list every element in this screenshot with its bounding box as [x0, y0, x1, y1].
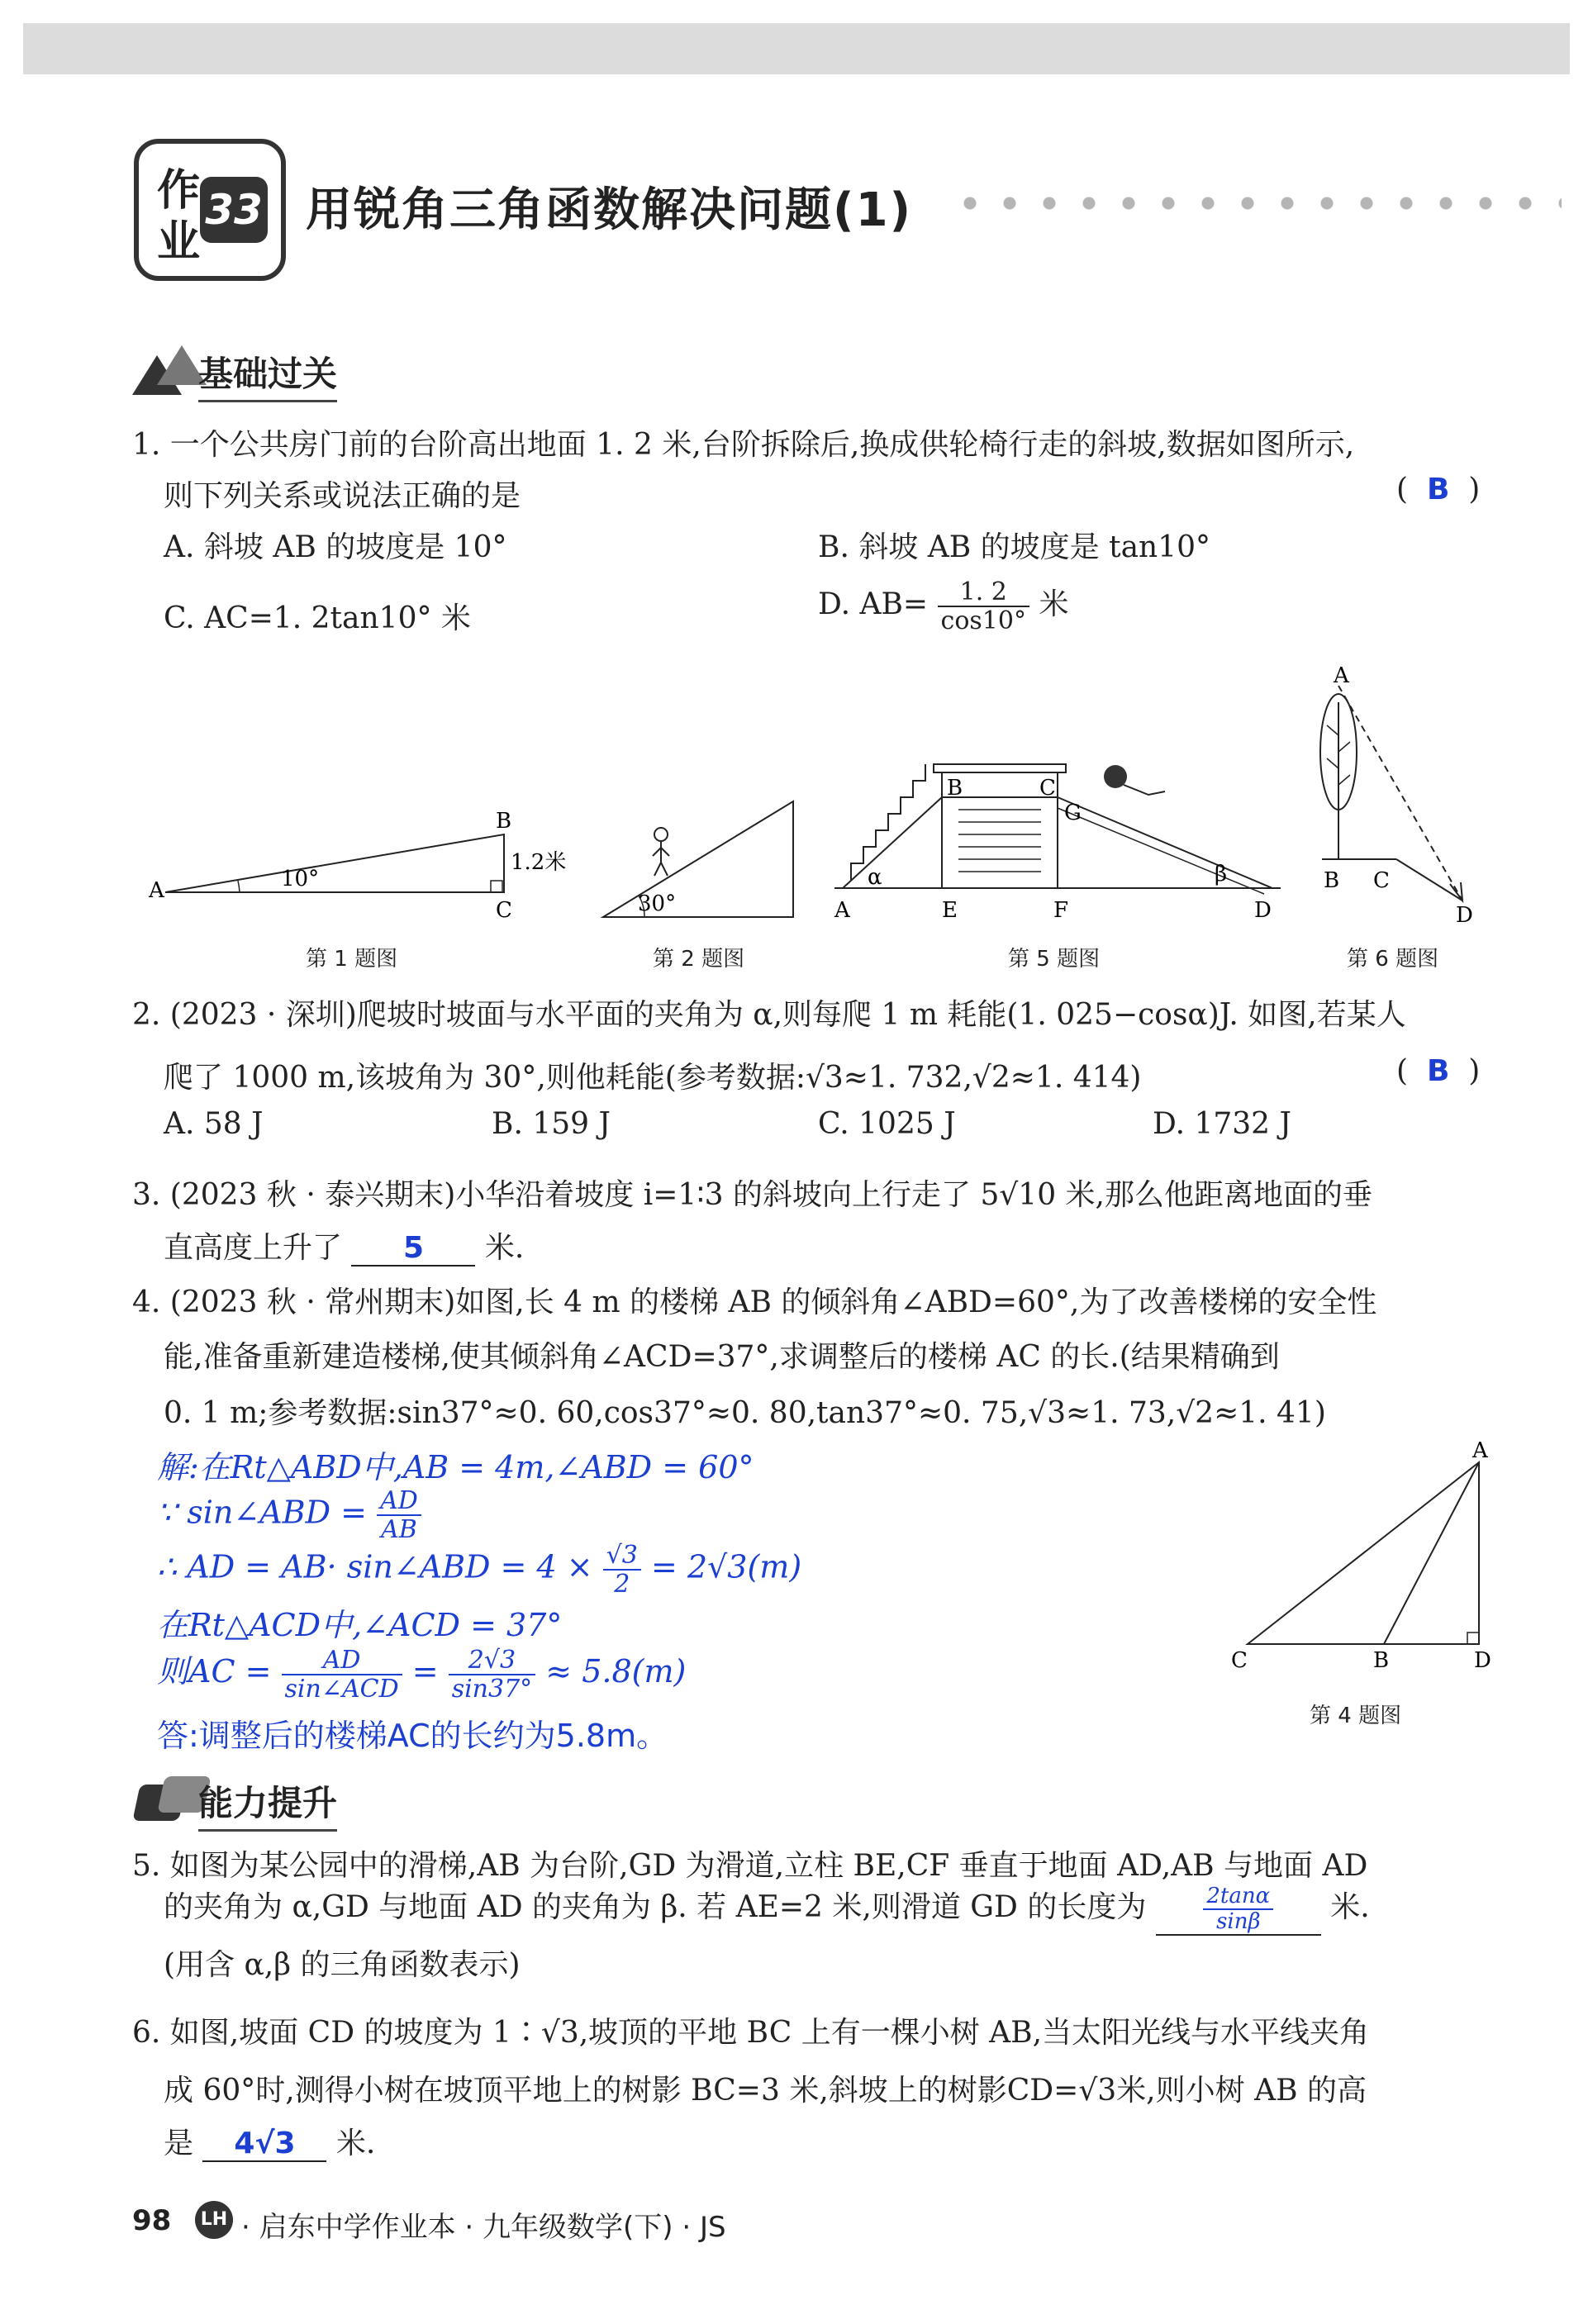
q5-line3: (用含 α,β 的三角函数表示) — [164, 1948, 521, 1982]
q1-line1: 1. 一个公共房门前的台阶高出地面 1. 2 米,台阶拆除后,换成供轮椅行走的斜坡,数据如图所示, — [132, 428, 1355, 462]
frac-num: AD — [377, 1487, 421, 1516]
publisher-logo: LH — [195, 2201, 233, 2239]
fig5-label-e: E — [942, 898, 958, 923]
fig4-label-a: A — [1472, 1438, 1488, 1463]
q6-line2: 成 60°时,测得小树在坡顶平地上的树影 BC=3 米,斜坡上的树影CD=√3米,则小树 AB 的高 — [164, 2074, 1367, 2108]
q5-answer-blank — [1156, 1884, 1321, 1935]
q6-answer-blank: 4√3 — [202, 2127, 326, 2162]
sol5-suffix: ≈ 5.8(m) — [545, 1653, 687, 1690]
q6-line1: 6. 如图,坡面 CD 的坡度为 1∶√3,坡顶的平地 BC 上有一棵小树 AB,当太阳光线与水平线夹角 — [132, 2016, 1370, 2050]
q5-line2-prefix: 的夹角为 α,GD 与地面 AD 的夹角为 β. 若 AE=2 米,则滑道 GD 的长度为 — [164, 1890, 1147, 1924]
fig1-caption: 第 1 题图 — [306, 947, 398, 972]
q4-line2: 能,准备重新建造楼梯,使其倾斜角∠ACD=37°,求调整后的楼梯 AC 的长.(结果精确到 — [164, 1340, 1280, 1374]
frac-num: 1. 2 — [938, 578, 1029, 607]
fig6-cd — [1396, 859, 1462, 901]
sol2-fraction — [377, 1487, 421, 1543]
section-heading-advanced: 能力提升 — [198, 1776, 337, 1832]
fig5-child-body — [1124, 785, 1165, 795]
fig5-rail — [934, 764, 1066, 772]
fig5-caption: 第 5 题图 — [1008, 947, 1101, 972]
sol5-fraction-1 — [282, 1647, 402, 1703]
sol2-prefix: ∵ sin∠ABD = — [157, 1494, 367, 1531]
figure-5 — [834, 752, 1297, 925]
frac-den: sin∠ACD — [284, 1674, 399, 1704]
q1-option-d — [818, 578, 1068, 634]
frac-num: 2tanα — [1203, 1884, 1273, 1910]
q2-option-d: D. 1732 J — [1153, 1107, 1291, 1141]
badge-top-char: 作 — [157, 166, 201, 216]
fig1-angle-arc — [238, 881, 240, 892]
q6-line3-prefix: 是 — [164, 2127, 194, 2160]
sol5-fraction-2 — [449, 1647, 536, 1703]
fig5-label-d: D — [1254, 898, 1272, 923]
fig2-caption: 第 2 题图 — [653, 947, 745, 972]
q4-line3: 0. 1 m;参考数据:sin37°≈0. 60,cos37°≈0. 80,tan37°≈0. 75,√3≈1. 73,√2≈1. 41) — [164, 1396, 1326, 1430]
sol3-suffix: = 2√3(m) — [650, 1548, 802, 1585]
q1-option-d-prefix: D. AB= — [818, 587, 929, 621]
q1-option-b: B. 斜坡 AB 的坡度是 tan10° — [818, 530, 1211, 564]
q2-answer: B — [1426, 1054, 1450, 1088]
frac-den: cos10° — [940, 606, 1026, 635]
page-title: 用锐角三角函数解决问题(1) — [306, 183, 913, 237]
q6-line3-suffix: 米. — [335, 2127, 376, 2160]
footer-text: · 启东中学作业本 · 九年级数学(下) · JS — [241, 2211, 726, 2244]
fig2-person-head — [654, 828, 668, 841]
q4-solution-answer: 答:调整后的楼梯AC的长约为5.8m。 — [157, 1718, 668, 1754]
badge-number: 33 — [200, 177, 268, 243]
homework-badge — [134, 139, 286, 281]
q3-answer-blank: 5 — [351, 1231, 475, 1267]
fig5-steps-ab — [843, 797, 942, 888]
fig5-beta: β — [1215, 862, 1228, 886]
q4-solution-line1: 解:在Rt△ABD中,AB = 4m,∠ABD = 60° — [157, 1449, 754, 1485]
sol3-prefix: ∴ AD = AB· sin∠ABD = 4 × — [157, 1548, 593, 1585]
fig4-label-b: B — [1373, 1648, 1390, 1673]
q1-answer-bracket: ( B ) — [1396, 473, 1481, 506]
sol5-equals: = — [411, 1653, 439, 1690]
q1-option-d-fraction — [938, 578, 1029, 634]
fig5-slide-edge — [1058, 808, 1264, 894]
fig5-label-c: C — [1039, 776, 1056, 801]
fig6-label-c: C — [1373, 868, 1390, 893]
q4-solution-line5 — [157, 1646, 686, 1703]
page-number: 98 — [132, 2204, 172, 2237]
fig6-caption: 第 6 题图 — [1347, 947, 1439, 972]
frac-num: √3 — [603, 1542, 641, 1571]
title-dot-divider — [950, 195, 1562, 211]
q6-line3 — [164, 2120, 375, 2162]
fig1-angle: 10° — [281, 867, 320, 891]
q1-answer: B — [1426, 473, 1450, 506]
q1-option-c: C. AC=1. 2tan10° 米 — [164, 601, 471, 635]
fig2-triangle — [603, 801, 793, 917]
q2-option-a: A. 58 J — [164, 1107, 264, 1141]
fig5-label-g: G — [1064, 801, 1082, 825]
fig6-label-a: A — [1334, 663, 1349, 688]
q4-line1: 4. (2023 秋 · 常州期末)如图,长 4 m 的楼梯 AB 的倾斜角∠ABD=60°,为了改善楼梯的安全性 — [132, 1286, 1377, 1319]
fig5-label-b: B — [947, 776, 963, 801]
fig1-triangle — [165, 834, 504, 892]
frac-num: 2√3 — [449, 1647, 536, 1675]
figure-6 — [1314, 663, 1479, 928]
frac-den: sin37° — [451, 1674, 533, 1704]
figure-1 — [149, 809, 567, 925]
q1-option-d-unit: 米 — [1039, 587, 1069, 621]
sol5-prefix: 则AC = — [157, 1653, 272, 1690]
q3-line2 — [164, 1224, 524, 1267]
fig4-caption: 第 4 题图 — [1310, 1704, 1402, 1728]
q2-line1: 2. (2023 · 深圳)爬坡时坡面与水平面的夹角为 α,则每爬 1 m 耗能(1. 025−cosα)J. 如图,若某人 — [132, 998, 1406, 1032]
section-heading-basic: 基础过关 — [198, 347, 337, 402]
q4-solution-line4: 在Rt△ACD中,∠ACD = 37° — [157, 1607, 563, 1643]
fig1-label-a: A — [149, 878, 164, 903]
q5-line2-suffix: 米. — [1330, 1890, 1370, 1924]
q3-line2-suffix: 米. — [484, 1231, 525, 1265]
q1-option-a: A. 斜坡 AB 的坡度是 10° — [164, 530, 507, 564]
q5-line1: 5. 如图为某公园中的滑梯,AB 为台阶,GD 为滑道,立柱 BE,CF 垂直于地面 AD,AB 与地面 AD — [132, 1849, 1368, 1883]
figure-2 — [595, 793, 810, 925]
q5-line2 — [164, 1884, 1370, 1936]
q1-line2: 则下列关系或说法正确的是 — [164, 479, 521, 513]
fig4-right-angle — [1467, 1633, 1479, 1644]
fig4-label-d: D — [1474, 1648, 1491, 1673]
q2-answer-bracket: ( B ) — [1396, 1054, 1481, 1088]
fig1-height: 1.2米 — [511, 850, 567, 875]
fig2-angle: 30° — [638, 891, 677, 916]
fig5-alpha: α — [868, 865, 882, 890]
q2-option-b: B. 159 J — [492, 1107, 611, 1141]
fig1-right-angle — [491, 881, 502, 892]
top-scan-band — [23, 23, 1570, 74]
fig5-slide-gd — [1058, 797, 1272, 888]
q4-solution-line3 — [157, 1542, 801, 1598]
frac-den: 2 — [614, 1570, 630, 1599]
fig5-label-f: F — [1053, 898, 1069, 923]
q3-line1: 3. (2023 秋 · 泰兴期末)小华沿着坡度 i=1∶3 的斜坡向上行走了 5√10 米,那么他距离地面的垂 — [132, 1178, 1372, 1212]
fig1-label-c: C — [496, 898, 512, 923]
fig5-label-a: A — [834, 898, 850, 923]
q3-line2-prefix: 直高度上升了 — [164, 1231, 343, 1265]
fig6-label-d: D — [1456, 903, 1473, 928]
fig5-platform-slats — [958, 810, 1041, 872]
fig2-person-body — [653, 841, 669, 876]
figure-4 — [1231, 1438, 1504, 1677]
fig6-label-b: B — [1324, 868, 1340, 893]
q2-option-c: C. 1025 J — [818, 1107, 956, 1141]
q2-line2: 爬了 1000 m,该坡角为 30°,则他耗能(参考数据:√3≈1. 732,√2≈1. 414) — [164, 1061, 1142, 1095]
frac-den: sinβ — [1216, 1909, 1261, 1934]
frac-num: AD — [282, 1647, 402, 1675]
badge-bottom-char: 业 — [157, 217, 201, 267]
fig6-arrow — [1450, 882, 1462, 901]
fig4-label-c: C — [1231, 1648, 1248, 1673]
fig4-line-ab — [1384, 1462, 1479, 1644]
q4-solution-line2 — [157, 1487, 421, 1543]
sol3-fraction — [603, 1542, 641, 1598]
fig4-triangle-acd — [1248, 1462, 1479, 1644]
fig6-sun-ray — [1338, 686, 1462, 901]
frac-den: AB — [381, 1515, 417, 1544]
fig5-child-head — [1104, 765, 1127, 788]
q5-answer-fraction — [1203, 1884, 1273, 1933]
fig1-label-b: B — [496, 809, 512, 834]
